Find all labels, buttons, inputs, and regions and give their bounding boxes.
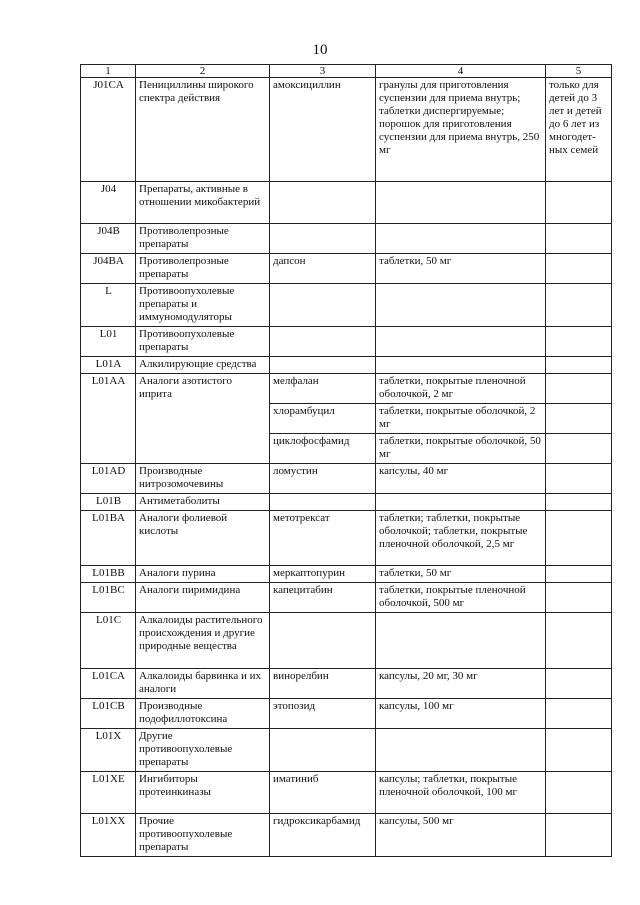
dosage-form-cell <box>376 182 546 224</box>
table-row <box>81 699 612 729</box>
drug-name-cell: меркаптопурин <box>270 566 376 583</box>
dosage-form-cell <box>376 729 546 772</box>
column-header: 5 <box>546 65 612 78</box>
column-header: 4 <box>376 65 546 78</box>
drug-name-cell <box>270 284 376 327</box>
atc-code-cell: L01C <box>81 613 136 669</box>
drug-name-cell: этопозид <box>270 699 376 729</box>
table-row <box>81 814 612 857</box>
atc-group-cell: Ингибиторы протеинкиназы <box>136 772 270 814</box>
table-row <box>81 613 612 669</box>
atc-group-cell: Алкалоиды барвинка и их аналоги <box>136 669 270 699</box>
dosage-form-cell: капсулы, 500 мг <box>376 814 546 857</box>
atc-code-cell: L01B <box>81 494 136 511</box>
atc-group-cell: Алкалоиды растительного происхождения и другие природные вещества <box>136 613 270 669</box>
atc-code-cell: J04 <box>81 182 136 224</box>
atc-code-cell: L01BA <box>81 511 136 566</box>
note-cell <box>546 254 612 284</box>
drug-name-cell: ломустин <box>270 464 376 494</box>
atc-code-cell: J01CA <box>81 78 136 182</box>
note-cell <box>546 729 612 772</box>
note-cell <box>546 357 612 374</box>
atc-group-cell: Аналоги фолиевой кислоты <box>136 511 270 566</box>
table-row <box>81 224 612 254</box>
dosage-form-cell: таблетки, покрытые оболочкой, 50 мг <box>376 434 546 464</box>
note-cell <box>546 284 612 327</box>
atc-code-cell: L01CA <box>81 669 136 699</box>
atc-code-cell: L01BB <box>81 566 136 583</box>
atc-code-cell: L <box>81 284 136 327</box>
drug-name-cell <box>270 494 376 511</box>
note-cell <box>546 182 612 224</box>
drug-table <box>80 64 612 857</box>
note-cell <box>546 494 612 511</box>
dosage-form-cell: таблетки, 50 мг <box>376 254 546 284</box>
atc-group-cell: Аналоги пиримидина <box>136 583 270 613</box>
table-row <box>81 182 612 224</box>
table-header-row <box>81 65 612 78</box>
drug-name-cell: мелфалан <box>270 374 376 404</box>
note-cell <box>546 327 612 357</box>
note-cell <box>546 224 612 254</box>
atc-code-cell: L01BC <box>81 583 136 613</box>
dosage-form-cell <box>376 494 546 511</box>
atc-code-cell: L01AD <box>81 464 136 494</box>
atc-group-cell: Другие противоопухолевые препараты <box>136 729 270 772</box>
note-cell <box>546 669 612 699</box>
atc-group-cell: Алкилирующие средства <box>136 357 270 374</box>
atc-code-cell: L01XX <box>81 814 136 857</box>
table-row <box>81 669 612 699</box>
dosage-form-cell: таблетки, покрытые оболочкой, 2 мг <box>376 404 546 434</box>
table-row <box>81 772 612 814</box>
note-cell <box>546 374 612 404</box>
atc-code-cell: L01AA <box>81 374 136 464</box>
dosage-form-cell <box>376 327 546 357</box>
drug-name-cell: циклофосфамид <box>270 434 376 464</box>
note-cell <box>546 566 612 583</box>
drug-name-cell: амоксициллин <box>270 78 376 182</box>
note-cell <box>546 583 612 613</box>
note-cell <box>546 699 612 729</box>
drug-name-cell: метотрексат <box>270 511 376 566</box>
drug-name-cell <box>270 182 376 224</box>
note-cell <box>546 613 612 669</box>
atc-code-cell: L01 <box>81 327 136 357</box>
note-cell <box>546 404 612 434</box>
table-row <box>81 494 612 511</box>
atc-group-cell: Противолепрозные препараты <box>136 224 270 254</box>
atc-group-cell: Препараты, активные в отношении микобактерий <box>136 182 270 224</box>
table-row <box>81 374 612 404</box>
dosage-form-cell: гранулы для приготовления суспензии для приема внутрь; таблетки диспергируемые; порошок для приготовления суспензии для приема внутрь, 250 мг <box>376 78 546 182</box>
drug-name-cell: дапсон <box>270 254 376 284</box>
atc-group-cell: Антиметаболиты <box>136 494 270 511</box>
atc-code-cell: L01XE <box>81 772 136 814</box>
dosage-form-cell: капсулы; таблетки, покрытые пленочной оболочкой, 100 мг <box>376 772 546 814</box>
table-row <box>81 327 612 357</box>
atc-group-cell: Противолепрозные препараты <box>136 254 270 284</box>
table-row <box>81 254 612 284</box>
dosage-form-cell <box>376 284 546 327</box>
atc-code-cell: J04BA <box>81 254 136 284</box>
note-cell <box>546 464 612 494</box>
atc-group-cell: Прочие противоопухолевые препараты <box>136 814 270 857</box>
drug-name-cell: капецитабин <box>270 583 376 613</box>
dosage-form-cell: таблетки, покрытые пленочной оболочкой, 500 мг <box>376 583 546 613</box>
atc-group-cell: Противоопухолевые препараты <box>136 327 270 357</box>
atc-group-cell: Аналоги азотистого иприта <box>136 374 270 464</box>
table-row <box>81 284 612 327</box>
atc-group-cell: Производные нитрозомочевины <box>136 464 270 494</box>
atc-group-cell: Пенициллины широкого спектра действия <box>136 78 270 182</box>
drug-name-cell <box>270 327 376 357</box>
dosage-form-cell: таблетки, 50 мг <box>376 566 546 583</box>
drug-name-cell: иматиниб <box>270 772 376 814</box>
table-row <box>81 583 612 613</box>
table-row <box>81 511 612 566</box>
dosage-form-cell: капсулы, 100 мг <box>376 699 546 729</box>
dosage-form-cell: капсулы, 40 мг <box>376 464 546 494</box>
page-number: 10 <box>312 42 328 58</box>
table-row <box>81 357 612 374</box>
table-row <box>81 78 612 182</box>
note-cell <box>546 434 612 464</box>
note-cell <box>546 814 612 857</box>
drug-name-cell <box>270 224 376 254</box>
atc-code-cell: L01X <box>81 729 136 772</box>
dosage-form-cell: таблетки, покрытые пленочной оболочкой, 2 мг <box>376 374 546 404</box>
drug-name-cell: винорелбин <box>270 669 376 699</box>
atc-group-cell: Производные подофиллотоксина <box>136 699 270 729</box>
drug-name-cell <box>270 729 376 772</box>
column-header: 3 <box>270 65 376 78</box>
table-row <box>81 729 612 772</box>
atc-code-cell: J04B <box>81 224 136 254</box>
note-cell <box>546 772 612 814</box>
drug-name-cell: гидроксикарбамид <box>270 814 376 857</box>
table-row <box>81 566 612 583</box>
atc-group-cell: Аналоги пурина <box>136 566 270 583</box>
atc-code-cell: L01CB <box>81 699 136 729</box>
column-header: 1 <box>81 65 136 78</box>
drug-name-cell <box>270 613 376 669</box>
dosage-form-cell: таблетки; таблетки, покрытые оболочкой; таблетки, покрытые пленочной оболочкой, 2,5 мг <box>376 511 546 566</box>
note-cell: только для детей до 3 лет и детей до 6 лет из многодет-ных семей <box>546 78 612 182</box>
atc-code-cell: L01A <box>81 357 136 374</box>
table-row <box>81 464 612 494</box>
dosage-form-cell <box>376 357 546 374</box>
drug-name-cell: хлорамбуцил <box>270 404 376 434</box>
dosage-form-cell <box>376 224 546 254</box>
column-header: 2 <box>136 65 270 78</box>
atc-group-cell: Противоопухолевые препараты и иммуномодуляторы <box>136 284 270 327</box>
dosage-form-cell: капсулы, 20 мг, 30 мг <box>376 669 546 699</box>
dosage-form-cell <box>376 613 546 669</box>
note-cell <box>546 511 612 566</box>
drug-name-cell <box>270 357 376 374</box>
